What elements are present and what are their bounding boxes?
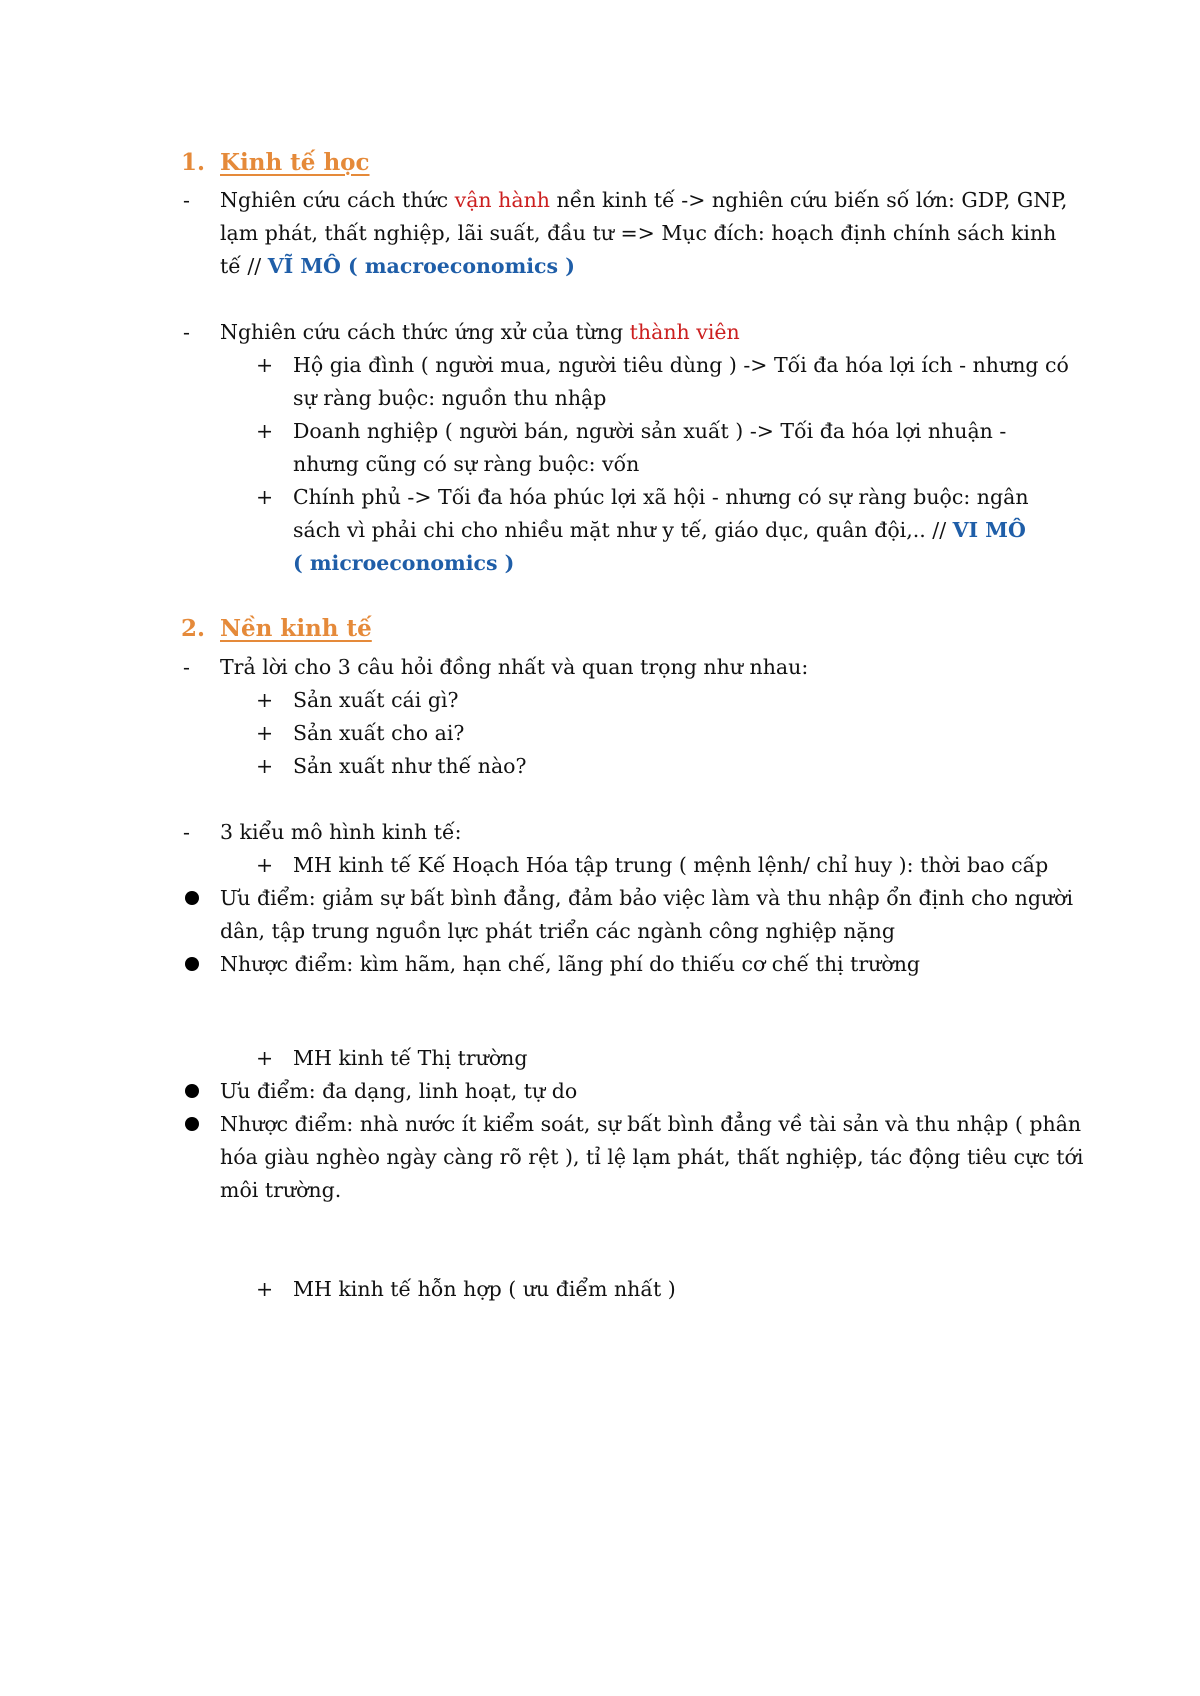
s1-plus1-line1: Hộ gia đình ( người mua, người tiêu dùng ) -> Tối đa hóa lợi ích - nhưng có xyxy=(293,353,1069,377)
s2-dash2: 3 kiểu mô hình kinh tế: xyxy=(220,820,462,844)
plus-marker: + xyxy=(256,1046,274,1070)
plus-marker: + xyxy=(256,353,274,377)
bullet-icon xyxy=(185,1117,199,1131)
m1-disadvantage: Nhược điểm: kìm hãm, hạn chế, lãng phí do thiếu cơ chế thị trường xyxy=(220,952,921,976)
dash-marker: - xyxy=(183,655,190,679)
s2-question-2: Sản xuất cho ai? xyxy=(293,721,465,745)
s2-dash1: Trả lời cho 3 câu hỏi đồng nhất và quan trọng như nhau: xyxy=(220,655,809,679)
plus-marker: + xyxy=(256,754,274,778)
m2-disadvantage-line2: hóa giàu nghèo ngày càng rõ rệt ), tỉ lệ lạm phát, thất nghiệp, tác động tiêu cực tới xyxy=(220,1145,1084,1169)
plus-marker: + xyxy=(256,485,274,509)
section-2-number: 2. xyxy=(181,615,206,642)
m2-advantage: Ưu điểm: đa dạng, linh hoạt, tự do xyxy=(220,1079,578,1103)
bullet-icon xyxy=(185,1084,199,1098)
plus-marker: + xyxy=(256,688,274,712)
m1-advantage-line2: dân, tập trung nguồn lực phát triển các ngành công nghiệp nặng xyxy=(220,919,895,943)
plus-marker: + xyxy=(256,721,274,745)
m1-advantage-line1: Ưu điểm: giảm sự bất bình đẳng, đảm bảo việc làm và thu nhập ổn định cho người xyxy=(220,886,1074,910)
section-2-title: Nền kinh tế xyxy=(220,615,372,642)
s1-dash1-line2: lạm phát, thất nghiệp, lãi suất, đầu tư => Mục đích: hoạch định chính sách kinh xyxy=(220,221,1057,245)
dash-marker: - xyxy=(183,320,190,344)
s1-dash1-line3: tế // VĨ MÔ ( macroeconomics ) xyxy=(220,254,575,278)
s1-plus2-line1: Doanh nghiệp ( người bán, người sản xuất ) -> Tối đa hóa lợi nhuận - xyxy=(293,419,1007,443)
plus-marker: + xyxy=(256,853,274,877)
s2-model-3: MH kinh tế hỗn hợp ( ưu điểm nhất ) xyxy=(293,1277,676,1301)
m2-disadvantage-line3: môi trường. xyxy=(220,1178,342,1202)
s1-plus1-line2: sự ràng buộc: nguồn thu nhập xyxy=(293,386,607,410)
s2-model-2: MH kinh tế Thị trường xyxy=(293,1046,528,1070)
s2-question-3: Sản xuất như thế nào? xyxy=(293,754,527,778)
plus-marker: + xyxy=(256,1277,274,1301)
s1-plus3-line3: ( microeconomics ) xyxy=(293,551,515,575)
dash-marker: - xyxy=(183,188,190,212)
s2-question-1: Sản xuất cái gì? xyxy=(293,688,459,712)
m2-disadvantage-line1: Nhược điểm: nhà nước ít kiểm soát, sự bất bình đẳng về tài sản và thu nhập ( phân xyxy=(220,1112,1082,1136)
bullet-icon xyxy=(185,891,199,905)
s1-dash2: Nghiên cứu cách thức ứng xử của từng thành viên xyxy=(220,320,740,344)
section-1-number: 1. xyxy=(181,149,206,176)
s1-plus3-line2: sách vì phải chi cho nhiều mặt như y tế, giáo dục, quân đội,.. // VI MÔ xyxy=(293,518,1026,542)
s1-plus3-line1: Chính phủ -> Tối đa hóa phúc lợi xã hội - nhưng có sự ràng buộc: ngân xyxy=(293,485,1029,509)
dash-marker: - xyxy=(183,820,190,844)
s1-plus2-line2: nhưng cũng có sự ràng buộc: vốn xyxy=(293,452,640,476)
plus-marker: + xyxy=(256,419,274,443)
bullet-icon xyxy=(185,957,199,971)
section-1-title: Kinh tế học xyxy=(220,149,370,176)
s2-model-1: MH kinh tế Kế Hoạch Hóa tập trung ( mệnh lệnh/ chỉ huy ): thời bao cấp xyxy=(293,853,1049,877)
s1-dash1-line1: Nghiên cứu cách thức vận hành nền kinh tế -> nghiên cứu biến số lớn: GDP, GNP, xyxy=(220,188,1068,212)
